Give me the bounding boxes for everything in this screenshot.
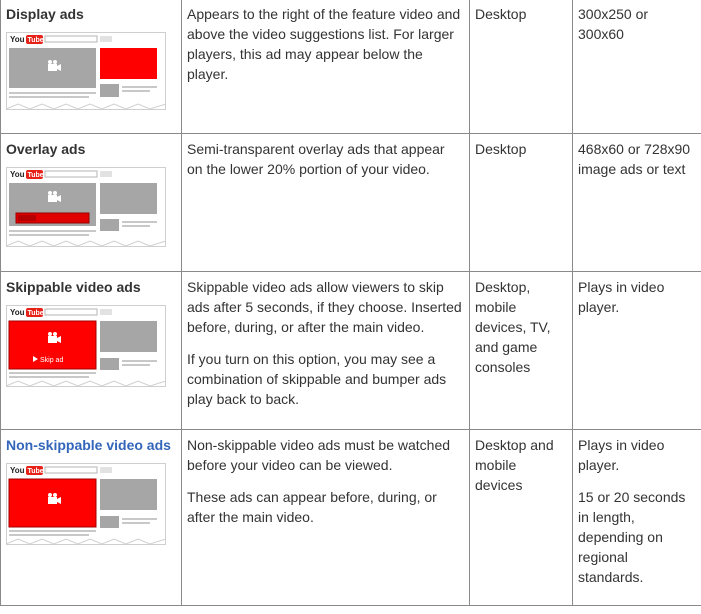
skip-ad-label: Skip ad bbox=[40, 357, 64, 364]
description-text: If you turn on this option, you may see a combination of skippable and bumper ads play back to back. bbox=[187, 351, 447, 407]
description-text: Semi-transparent overlay ads that appear on the lower 20% portion of your video. bbox=[187, 141, 445, 177]
suggestion-thumbnail bbox=[100, 219, 119, 231]
search-bar bbox=[45, 36, 97, 42]
platform-text: Desktop, mobile devices, TV, and game consoles bbox=[475, 279, 551, 375]
text-line bbox=[9, 530, 96, 532]
text-line bbox=[122, 225, 150, 227]
specs-text: 15 or 20 seconds in length, depending on regional standards. bbox=[578, 489, 686, 585]
text-line bbox=[9, 230, 96, 232]
format-name: Overlay ads bbox=[6, 141, 86, 157]
format-cell bbox=[1, 134, 182, 272]
specs-text: 300x250 or 300x60 bbox=[578, 6, 649, 42]
table-row bbox=[1, 272, 701, 430]
display-ads-illustration bbox=[6, 32, 166, 110]
search-bar bbox=[45, 309, 97, 315]
youtube-logo-tube: Tube bbox=[27, 468, 44, 475]
search-bar bbox=[45, 171, 97, 177]
table-row bbox=[1, 430, 701, 606]
specs-text: Plays in video player. bbox=[578, 437, 665, 473]
text-line bbox=[122, 90, 150, 92]
description-cell bbox=[182, 134, 470, 272]
platform-cell bbox=[470, 0, 573, 134]
search-button bbox=[100, 309, 112, 315]
text-line bbox=[9, 372, 96, 374]
specs-cell bbox=[573, 430, 701, 606]
side-panel bbox=[100, 479, 157, 510]
text-line bbox=[122, 360, 157, 362]
text-line bbox=[9, 96, 89, 98]
description-text: Non-skippable video ads must be watched before your video can be viewed. bbox=[187, 437, 451, 473]
text-line bbox=[122, 364, 150, 366]
youtube-logo-tube: Tube bbox=[27, 37, 44, 44]
text-line bbox=[122, 221, 157, 223]
text-line bbox=[122, 518, 157, 520]
specs-text: 468x60 or 728x90 image ads or text bbox=[578, 141, 691, 177]
display-ad-slot bbox=[100, 48, 157, 79]
suggestion-thumbnail bbox=[100, 84, 119, 97]
youtube-logo-tube: Tube bbox=[27, 310, 44, 317]
youtube-logo-you: You bbox=[10, 170, 25, 179]
specs-cell bbox=[573, 134, 701, 272]
text-line bbox=[122, 522, 150, 524]
text-line bbox=[9, 376, 89, 378]
description-text: These ads can appear before, during, or after the main video. bbox=[187, 489, 437, 525]
youtube-logo-you: You bbox=[10, 35, 25, 44]
format-cell bbox=[1, 0, 182, 134]
side-panel bbox=[100, 183, 157, 214]
specs-cell bbox=[573, 272, 701, 430]
text-line bbox=[9, 234, 89, 236]
format-name: Skippable video ads bbox=[6, 279, 141, 295]
format-name: Display ads bbox=[6, 6, 84, 22]
suggestion-thumbnail bbox=[100, 358, 119, 370]
description-text: Skippable video ads allow viewers to skip ads after 5 seconds, if they choose. Inserted before, during, or after the main video. bbox=[187, 279, 462, 335]
format-cell bbox=[1, 272, 182, 430]
platform-cell bbox=[470, 134, 573, 272]
description-text: Appears to the right of the feature video and above the video suggestions list. For larger players, this ad may appear below the player. bbox=[187, 6, 461, 82]
side-panel bbox=[100, 321, 157, 352]
platform-text: Desktop and mobile devices bbox=[475, 437, 554, 493]
youtube-logo-you: You bbox=[10, 466, 25, 475]
overlay-ads-illustration bbox=[6, 167, 166, 247]
suggestion-thumbnail bbox=[100, 516, 119, 528]
platform-text: Desktop bbox=[475, 6, 527, 22]
non-skippable-ads-illustration bbox=[6, 463, 166, 545]
platform-text: Desktop bbox=[475, 141, 527, 157]
text-line bbox=[9, 92, 96, 94]
search-button bbox=[100, 467, 112, 473]
description-cell bbox=[182, 0, 470, 134]
search-button bbox=[100, 36, 112, 42]
table-row bbox=[1, 134, 701, 272]
specs-text: Plays in video player. bbox=[578, 279, 665, 315]
youtube-logo-you: You bbox=[10, 308, 25, 317]
platform-cell bbox=[470, 272, 573, 430]
table-row bbox=[1, 0, 701, 134]
description-cell bbox=[182, 430, 470, 606]
overlay-ad-logo bbox=[18, 215, 36, 221]
format-cell bbox=[1, 430, 182, 606]
search-button bbox=[100, 171, 112, 177]
description-cell bbox=[182, 272, 470, 430]
text-line bbox=[122, 86, 157, 88]
search-bar bbox=[45, 467, 97, 473]
specs-cell bbox=[573, 0, 701, 134]
platform-cell bbox=[470, 430, 573, 606]
youtube-logo-tube: Tube bbox=[27, 172, 44, 179]
text-line bbox=[9, 534, 89, 536]
non-skippable-ads-link[interactable]: Non-skippable video ads bbox=[6, 437, 171, 453]
skippable-ads-illustration bbox=[6, 305, 166, 387]
